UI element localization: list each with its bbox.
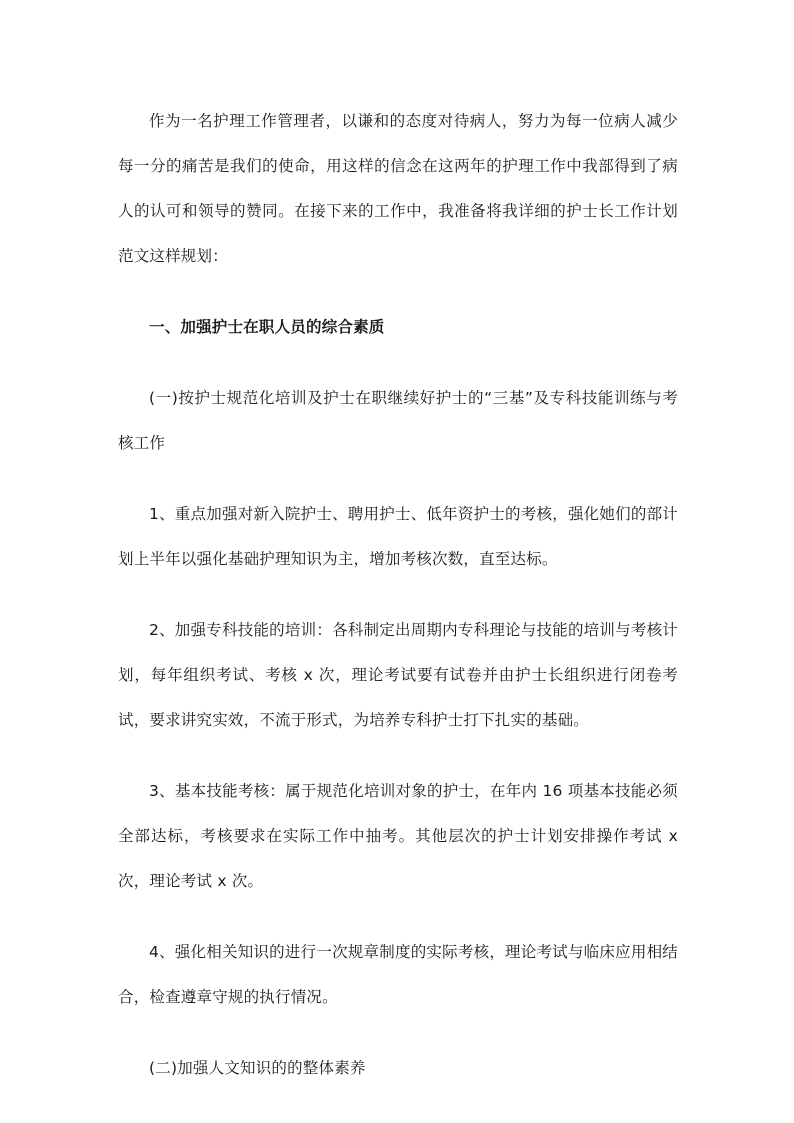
section-heading-1: 一、加强护士在职人员的综合素质 <box>149 318 385 336</box>
intro-paragraph: 作为一名护理工作管理者，以谦和的态度对待病人，努力为每一位病人减少每一分的痛苦是我们的使命，用这样的信念在这两年的护理工作中我部得到了病人的认可和领导的赞同。在接下来的工作中，我准备将我详细的护士长工作计划范文这样规划： <box>118 112 678 265</box>
list-item-3: 3、基本技能考核：属于规范化培训对象的护士，在年内 16 项基本技能必须全部达标，考核要求在实际工作中抽考。其他层次的护士计划安排操作考试 x 次，理论考试 x 次。 <box>118 782 678 890</box>
list-item-4: 4、强化相关知识的进行一次规章制度的实际考核，理论考试与临床应用相结合，检查遵章守规的执行情况。 <box>118 943 678 1006</box>
paragraph-gap <box>118 904 678 930</box>
paragraph-gap <box>118 743 678 769</box>
paragraph-gap <box>118 279 678 305</box>
subsection-heading-1: (一)按护士规范化培训及护士在职继续好护士的“三基”及专科技能训练与考核工作 <box>118 389 678 452</box>
paragraph-gap <box>118 1020 678 1046</box>
paragraph-gap <box>118 582 678 608</box>
list-item-1: 1、重点加强对新入院护士、聘用护士、低年资护士的考核，强化她们的部计划上半年以强化基础护理知识为主，增加考核次数，直至达标。 <box>118 505 678 568</box>
list-item-2: 2、加强专科技能的培训：各科制定出周期内专科理论与技能的培训与考核计划，每年组织考试、考核 x 次，理论考试要有试卷并由护士长组织进行闭卷考试，要求讲究实效，不流于形式，为培养专科护士打下扎实的基础。 <box>118 621 678 729</box>
subsection-heading-2: (二)加强人文知识的的整体素养 <box>149 1059 366 1077</box>
paragraph-gap <box>118 466 678 492</box>
document-body <box>118 99 678 1091</box>
paragraph-gap <box>118 350 678 376</box>
